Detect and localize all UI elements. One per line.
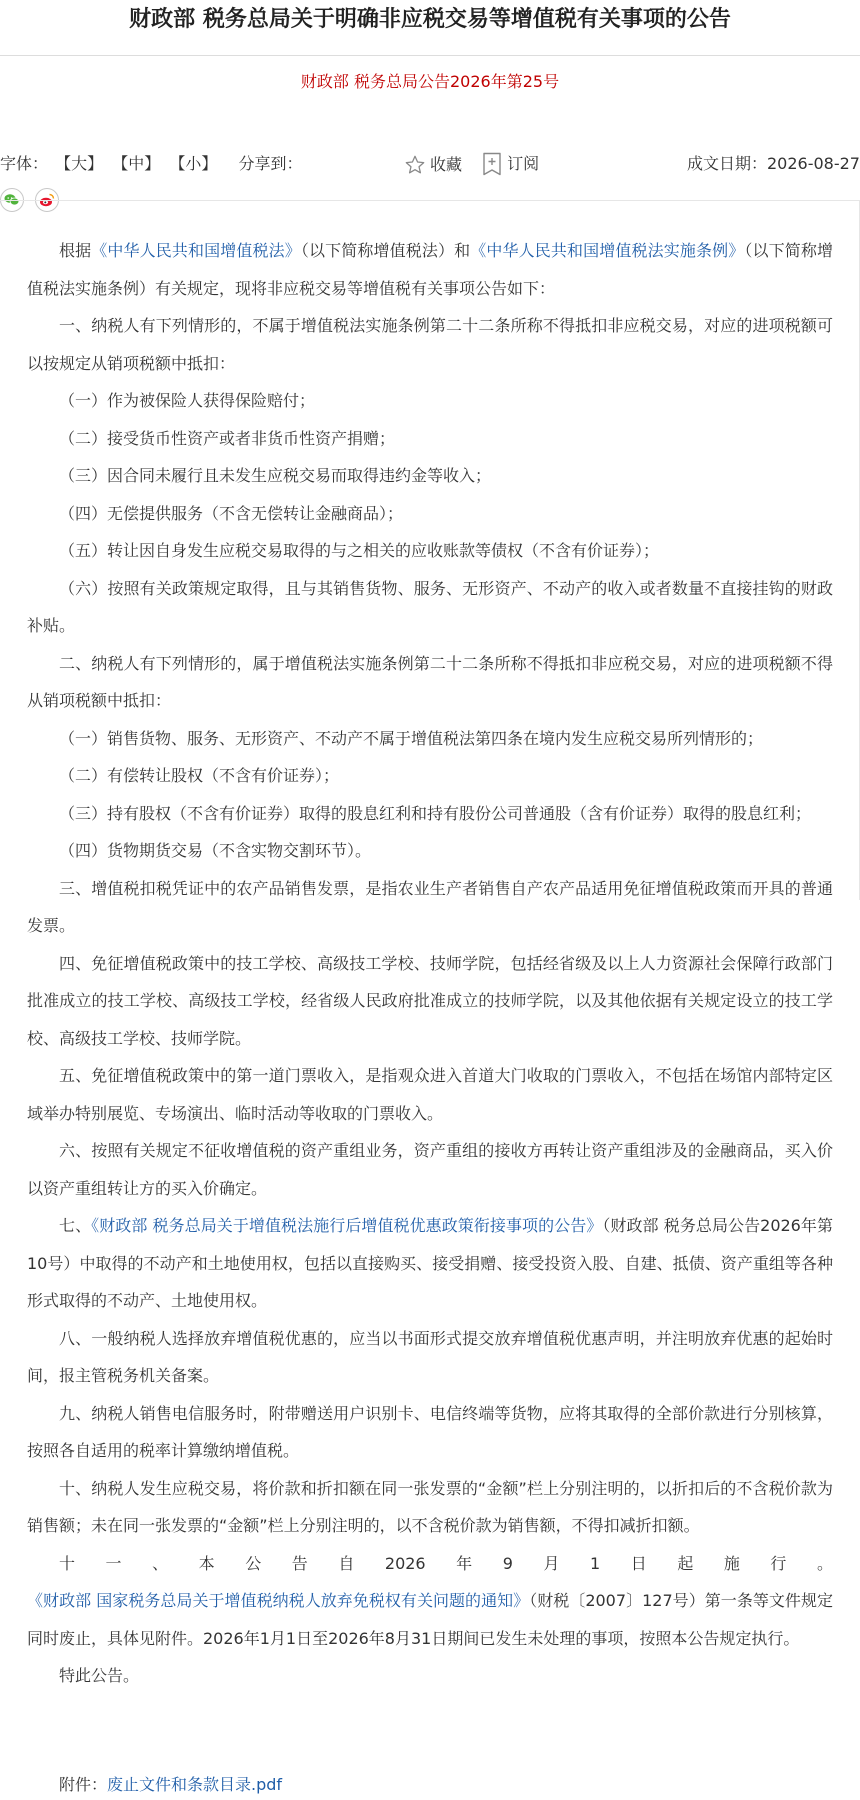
attachment-link[interactable]: 废止文件和条款目录.pdf	[107, 1775, 283, 1794]
section-7	[27, 1207, 833, 1320]
section-1-item: （五）转让因自身发生应税交易取得的与之相关的应收账款等债权（不含有价证券）；	[59, 541, 660, 560]
section-11	[27, 1545, 833, 1658]
section-8: 八、一般纳税人选择放弃增值税优惠的，应当以书面形式提交放弃增值税优惠声明，并注明放弃优惠的起始时间，报主管税务机关备案。	[27, 1328, 833, 1385]
section-1-item: （四）无偿提供服务（不含无偿转让金融商品）；	[59, 503, 404, 523]
section-2-item: （二）有偿转让股权（不含有价证券）；	[59, 766, 340, 785]
font-size-controls	[0, 150, 302, 178]
section-11-text: （财税〔2007〕127号）第一条等文件规定同时废止，具体见附件。2026年1月1日至2026年8月31日期间已发生未处理的事项，按照本公告规定执行。	[27, 1591, 833, 1648]
page-title: 财政部 税务总局关于明确非应税交易等增值税有关事项的公告	[0, 0, 860, 56]
attachment	[27, 1770, 282, 1800]
article-body	[27, 232, 833, 1695]
section-5: 五、免征增值税政策中的第一道门票收入，是指观众进入首道大门收取的门票收入，不包括在场馆内部特定区域举办特别展览、专场演出、临时活动等收取的门票收入。	[27, 1066, 833, 1123]
font-size-label: 字体：	[0, 154, 49, 173]
vat-law-link[interactable]: 《中华人民共和国增值税法》	[91, 241, 301, 260]
intro-text: 根据	[59, 241, 92, 260]
favorite-label: 收藏	[430, 155, 463, 174]
closing-statement: 特此公告。	[59, 1666, 140, 1685]
section-1-item: （二）接受货币性资产或者非货币性资产捐赠；	[59, 428, 396, 448]
tax-exemption-notice-link[interactable]: 《财政部 国家税务总局关于增值税纳税人放弃免税权有关问题的通知》	[27, 1591, 530, 1610]
subscribe-button[interactable]	[481, 150, 539, 178]
publish-date: 成文日期：2026-08-27	[687, 154, 860, 173]
subscribe-icon	[481, 152, 503, 176]
wechat-glyph	[1, 189, 23, 211]
wechat-icon[interactable]	[0, 188, 24, 212]
section-4: 四、免征增值税政策中的技工学校、高级技工学校、技师学院，包括经省级及以上人力资源社会保障行政部门批准成立的技工学校、高级技工学校，经省级人民政府批准成立的技师学院，以及其他依据有关规定设立的技工学校、高级技工学校、技师学院。	[27, 953, 833, 1048]
section-7-text: 七、	[59, 1216, 92, 1235]
section-1-item: （一）作为被保险人获得保险赔付；	[59, 391, 316, 410]
section-11-text: 十一、本公告自2026年9月1日起施行。	[59, 1553, 833, 1573]
font-medium-button[interactable]: 【中】	[112, 154, 161, 173]
share-icons	[0, 188, 65, 214]
font-large-button[interactable]: 【大】	[55, 154, 104, 173]
attachment-label: 附件：	[59, 1775, 108, 1794]
section-1-item: （三）因合同未履行且未发生应税交易而取得违约金等收入；	[59, 466, 492, 485]
favorite-button[interactable]	[404, 151, 462, 179]
weibo-glyph	[36, 189, 58, 211]
weibo-icon[interactable]	[35, 188, 59, 212]
section-6: 六、按照有关规定不征收增值税的资产重组业务，资产重组的接收方再转让资产重组涉及的金融商品，买入价以资产重组转让方的买入价确定。	[27, 1141, 833, 1198]
vat-regulation-link[interactable]: 《中华人民共和国增值税法实施条例》	[470, 241, 745, 260]
document-number: 财政部 税务总局公告2026年第25号	[300, 72, 560, 91]
section-2: 二、纳税人有下列情形的，属于增值税法实施条例第二十二条所称不得抵扣非应税交易，对应的进项税额不得从销项税额中抵扣：	[27, 653, 833, 710]
share-label: 分享到：	[238, 154, 303, 173]
section-9: 九、纳税人销售电信服务时，附带赠送用户识别卡、电信终端等货物，应将其取得的全部价款进行分别核算，按照各自适用的税率计算缴纳增值税。	[27, 1403, 833, 1460]
intro-paragraph	[27, 232, 833, 307]
intro-text: （以下简称增值税法实施条例）有关规定，现将非应税交易等增值税有关事项公告如下：	[27, 241, 833, 298]
intro-text: （以下简称增值税法）和	[300, 241, 471, 260]
section-1: 一、纳税人有下列情形的，不属于增值税法实施条例第二十二条所称不得抵扣非应税交易，对应的进项税额可以按规定从销项税额中抵扣：	[27, 316, 833, 373]
section-3: 三、增值税扣税凭证中的农产品销售发票，是指农业生产者销售自产农产品适用免征增值税政策而开具的普通发票。	[27, 878, 833, 935]
section-2-item: （三）持有股权（不含有价证券）取得的股息红利和持有股份公司普通股（含有价证券）取得的股息红利；	[59, 803, 812, 823]
section-2-item: （四）货物期货交易（不含实物交割环节）。	[59, 841, 372, 860]
font-small-button[interactable]: 【小】	[169, 154, 218, 173]
section-7-text: （财政部 税务总局公告2026年第10号）中取得的不动产和土地使用权，包括以直接购买、接受捐赠、接受投资入股、自建、抵债、资产重组等各种形式取得的不动产、土地使用权。	[27, 1216, 833, 1310]
preferential-policy-link[interactable]: 《财政部 税务总局关于增值税法施行后增值税优惠政策衔接事项的公告》	[91, 1216, 603, 1235]
star-icon	[404, 154, 426, 176]
section-1-item: （六）按照有关政策规定取得，且与其销售货物、服务、无形资产、不动产的收入或者数量不直接挂钩的财政补贴。	[27, 578, 833, 635]
subscribe-label: 订阅	[507, 154, 540, 173]
section-2-item: （一）销售货物、服务、无形资产、不动产不属于增值税法第四条在境内发生应税交易所列情形的；	[59, 728, 764, 748]
section-10: 十、纳税人发生应税交易，将价款和折扣额在同一张发票的“金额”栏上分别注明的，以折扣后的不含税价款为销售额；未在同一张发票的“金额”栏上分别注明的，以不含税价款为销售额，不得扣减折扣额。	[27, 1478, 833, 1535]
toolbar	[0, 150, 860, 178]
toolbar-actions	[404, 150, 553, 185]
